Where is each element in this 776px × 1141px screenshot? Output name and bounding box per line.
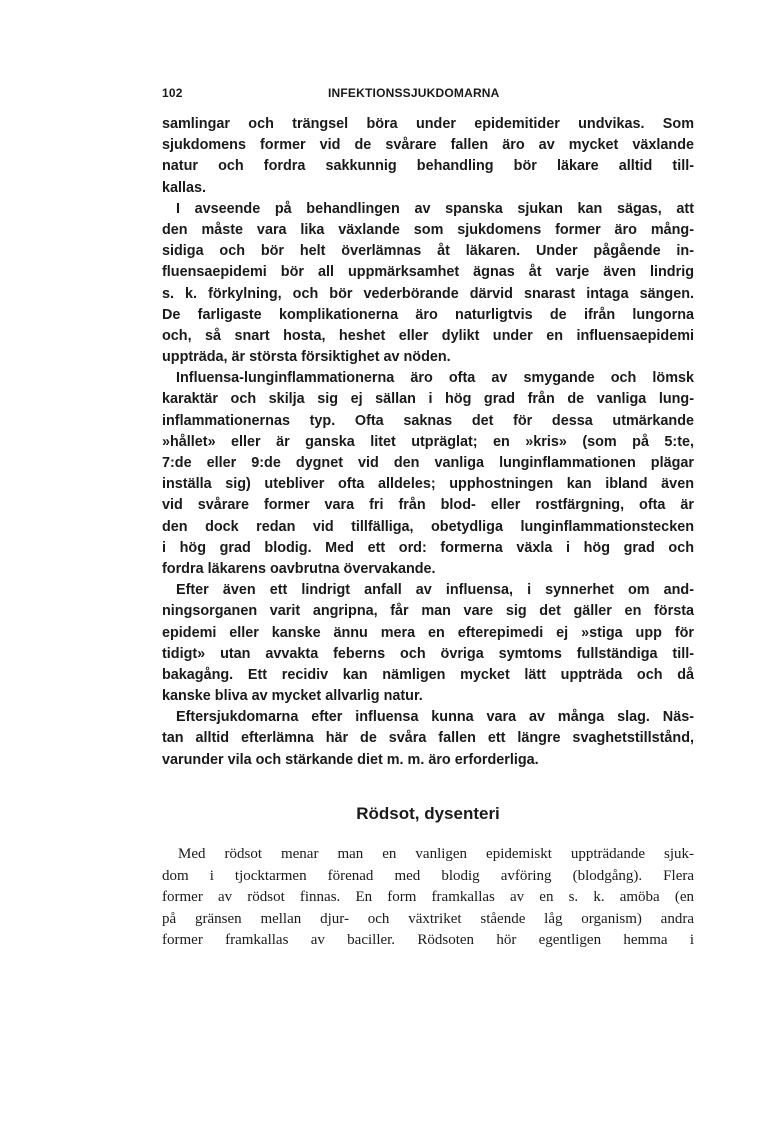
text-line: kanske bliva av mycket allvarlig natur.: [162, 688, 423, 705]
paragraph: [162, 707, 694, 771]
text-line: Eftersjukdomarna efter influensa kunna vara av många slag. Näs-: [176, 709, 694, 726]
text-line: tan alltid efterlämna här de svåra fallen ett längre svaghetstillstånd,: [162, 730, 694, 747]
paragraph: [162, 580, 694, 707]
text-line: inställa sig) utebliver ofta alldeles; upphostningen kan ibland även: [162, 476, 694, 493]
running-head: [162, 86, 694, 106]
text-line: på gränsen mellan djur- och växtriket stående låg organism) andra: [162, 910, 694, 927]
body-text: [162, 114, 694, 771]
text-line: Efter även ett lindrigt anfall av influensa, i synnerhet om and-: [176, 582, 694, 599]
text-line: former av rödsot finnas. En form framkallas av en s. k. amöba (en: [162, 889, 694, 906]
text-line: sjukdomens former vid de svårare fallen äro av mycket växlande: [162, 137, 694, 154]
running-title: INFEKTIONSSJUKDOMARNA: [328, 86, 500, 100]
text-line: 7:de eller 9:de dygnet vid den vanliga lunginflammationen plägar: [162, 455, 694, 471]
text-line: Influensa-lunginflammationerna äro ofta av smygande och lömsk: [176, 370, 694, 387]
text-line: samlingar och trängsel böra under epidemitider undvikas. Som: [162, 116, 694, 132]
section-text: [162, 844, 694, 952]
text-line: fluensaepidemi bör all uppmärksamhet ägnas åt varje även lindrig: [162, 264, 694, 281]
text-line: epidemi eller kanske ännu mera en efterepimedi ej »stiga upp för: [162, 624, 694, 641]
text-line: sidiga och bör helt överlämnas åt läkaren. Under pågående in-: [162, 243, 694, 260]
text-line: De farligaste komplikationerna äro naturligtvis de ifrån lungorna: [162, 306, 694, 323]
text-line: inflammationernas typ. Ofta saknas det för dessa utmärkande: [162, 412, 694, 429]
paragraph: [162, 368, 694, 580]
text-line: i hög grad blodig. Med ett ord: formerna växla i hög grad och: [162, 539, 694, 556]
text-line: Med rödsot menar man en vanligen epidemiskt uppträdande sjuk-: [178, 846, 694, 862]
text-line: uppträda, är största försiktighet av nöden.: [162, 349, 451, 366]
text-line: »hållet» eller är ganska litet utpräglat; en »kris» (som på 5:te,: [162, 433, 694, 450]
text-line: bakagång. Ett recidiv kan nämligen mycket lätt uppträda och då: [162, 666, 694, 683]
text-line: former framkallas av baciller. Rödsoten hör egentligen hemma i: [162, 932, 694, 949]
text-line: natur och fordra sakkunnig behandling bör läkare alltid till-: [162, 158, 694, 175]
text-line: varunder vila och stärkande diet m. m. äro erforderliga.: [162, 751, 539, 768]
text-line: och, så snart hosta, heshet eller dylikt under en influensaepidemi: [162, 327, 694, 344]
text-line: I avseende på behandlingen av spanska sjukan kan sägas, att: [176, 200, 694, 217]
text-line: fordra läkarens oavbrutna övervakande.: [162, 560, 436, 577]
text-line: ningsorganen varit angripna, får man vare sig det gäller en första: [162, 603, 694, 620]
text-line: s. k. förkylning, och bör vederbörande därvid snarast intaga sängen.: [162, 285, 694, 302]
text-line: vid svårare former vara fri från blod- eller rostfärgning, ofta är: [162, 497, 694, 514]
paragraph: [162, 114, 694, 199]
text-line: dom i tjocktarmen förenad med blodig avföring (blodgång). Flera: [162, 867, 694, 884]
text-line: kallas.: [162, 179, 207, 196]
text-line: den dock redan vid tillfälliga, obetydliga lunginflammationstecken: [162, 518, 694, 535]
text-line: karaktär och skilja sig ej sällan i hög grad från de vanliga lung-: [162, 391, 694, 408]
paragraph: [162, 199, 694, 369]
text-line: den måste vara lika växlande som sjukdomens former äro mång-: [162, 221, 694, 238]
page-number: 102: [162, 86, 183, 100]
text-line: tidigt» utan avvakta feberns och övriga symtoms fullständiga till-: [162, 645, 694, 662]
section-heading: Rödsot, dysenteri: [356, 804, 500, 823]
